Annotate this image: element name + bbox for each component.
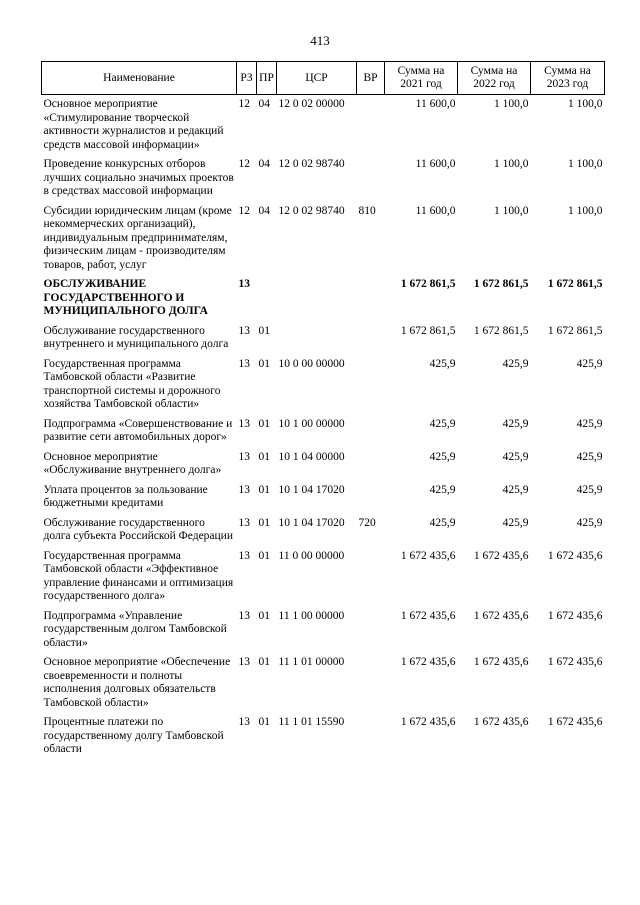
- table-row: [42, 278, 605, 325]
- row-sum-2023: 425,9: [576, 516, 603, 529]
- row-sum-2022: 425,9: [502, 417, 529, 430]
- table-body: [42, 95, 605, 763]
- table-row: [42, 205, 605, 279]
- row-csr: 12 0 02 98740: [278, 158, 345, 170]
- row-sum-2023: 1 672 435,6: [547, 549, 603, 562]
- row-pr: 04: [258, 98, 270, 110]
- row-vr: [357, 656, 385, 716]
- row-rz: 12: [238, 158, 250, 170]
- row-rz: 13: [238, 450, 250, 463]
- row-sum-2022: 1 672 861,5: [473, 278, 529, 290]
- row-sum-2023: 1 100,0: [568, 204, 603, 217]
- row-name: Основное мероприятие «Обслуживание внутреннего долга»: [43, 450, 222, 476]
- row-name: Обслуживание государственного долга субъекта Российской Федерации: [43, 516, 233, 542]
- row-sum-2022: 425,9: [502, 483, 529, 496]
- row-vr: [357, 610, 385, 657]
- row-sum-2022: 1 672 435,6: [473, 609, 529, 622]
- row-rz: 13: [238, 417, 250, 430]
- row-vr: [357, 95, 385, 159]
- row-csr: [277, 278, 357, 325]
- row-sum-2023: 1 100,0: [568, 98, 603, 110]
- header-row: [42, 62, 605, 95]
- row-csr: 12 0 02 00000: [278, 98, 345, 110]
- row-pr: 01: [258, 324, 270, 337]
- row-csr: 11 1 01 15590: [278, 716, 345, 728]
- row-sum-2022: 1 672 435,6: [473, 716, 529, 728]
- row-vr: [357, 325, 385, 358]
- row-name: ОБСЛУЖИВАНИЕ ГОСУДАРСТВЕННОГО И МУНИЦИПАЛЬНОГО ДОЛГА: [43, 278, 208, 317]
- row-vr: [357, 418, 385, 451]
- row-csr: 10 1 04 17020: [278, 483, 345, 496]
- table-row: [42, 517, 605, 550]
- page-number: 413: [310, 33, 330, 48]
- row-sum-2022: 1 100,0: [494, 98, 529, 110]
- header-vr: ВР: [357, 62, 385, 95]
- row-pr: 01: [258, 357, 270, 370]
- row-name: Уплата процентов за пользование бюджетными кредитами: [43, 483, 208, 509]
- row-name: Государственная программа Тамбовской области «Развитие транспортной системы и дорожного хозяйства Тамбовской области»: [43, 357, 221, 410]
- row-name: Основное мероприятие «Стимулирование творческой активности журналистов и редакций средств массовой информации»: [43, 98, 224, 151]
- row-rz: 13: [238, 516, 250, 529]
- row-sum-2021: 11 600,0: [415, 158, 456, 170]
- row-sum-2021: 425,9: [429, 417, 456, 430]
- header-sum-2022: Сумма на 2022 год: [458, 62, 531, 95]
- row-vr: 720: [358, 516, 376, 529]
- row-sum-2021: 11 600,0: [415, 204, 456, 217]
- row-sum-2022: 425,9: [502, 357, 529, 370]
- table-row: [42, 484, 605, 517]
- row-sum-2023: 425,9: [576, 357, 603, 370]
- row-pr: 01: [258, 483, 270, 496]
- row-pr: 04: [258, 158, 270, 170]
- row-sum-2023: 425,9: [576, 450, 603, 463]
- row-pr: 01: [258, 716, 270, 728]
- row-pr: 01: [258, 656, 270, 668]
- row-pr: [257, 278, 277, 325]
- row-pr: 01: [258, 450, 270, 463]
- row-sum-2023: 425,9: [576, 483, 603, 496]
- row-name: Подпрограмма «Управление государственным долгом Тамбовской области»: [43, 609, 227, 649]
- row-csr: 11 0 00 00000: [278, 549, 345, 562]
- row-sum-2021: 1 672 861,5: [400, 278, 456, 290]
- row-sum-2021: 425,9: [429, 516, 456, 529]
- table-row: [42, 451, 605, 484]
- row-name: Основное мероприятие «Обеспечение своевременности и полноты исполнения долговых обязательств Тамбовской области»: [43, 656, 231, 709]
- row-name: Обслуживание государственного внутреннего и муниципального долга: [43, 324, 229, 350]
- table-row: [42, 550, 605, 610]
- row-sum-2021: 1 672 435,6: [400, 716, 456, 728]
- row-sum-2022: 425,9: [502, 516, 529, 529]
- table-row: [42, 325, 605, 358]
- table-row: [42, 656, 605, 716]
- row-pr: 01: [258, 516, 270, 529]
- header-pr: ПР: [257, 62, 277, 95]
- row-pr: 01: [258, 417, 270, 430]
- row-csr: 12 0 02 98740: [278, 204, 345, 217]
- row-sum-2022: 1 672 435,6: [473, 549, 529, 562]
- row-sum-2022: 1 672 435,6: [473, 656, 529, 668]
- table-row: [42, 418, 605, 451]
- row-pr: 04: [258, 204, 270, 217]
- row-name: Процентные платежи по государственному долгу Тамбовской области: [43, 716, 224, 755]
- row-sum-2021: 11 600,0: [415, 98, 456, 110]
- row-rz: 13: [238, 357, 250, 370]
- budget-table: [41, 61, 605, 763]
- row-sum-2023: 1 672 861,5: [547, 278, 603, 290]
- row-csr: [277, 325, 357, 358]
- row-csr: 10 1 04 00000: [278, 450, 345, 463]
- table-row: [42, 716, 605, 763]
- header-rz: РЗ: [237, 62, 257, 95]
- header-sum-2021: Сумма на 2021 год: [385, 62, 458, 95]
- row-sum-2022: 425,9: [502, 450, 529, 463]
- row-sum-2023: 1 672 435,6: [547, 716, 603, 728]
- row-sum-2023: 425,9: [576, 417, 603, 430]
- row-sum-2021: 1 672 435,6: [400, 609, 456, 622]
- row-sum-2022: 1 100,0: [494, 158, 529, 170]
- row-sum-2021: 425,9: [429, 450, 456, 463]
- row-name: Проведение конкурсных отборов лучших социально значимых проектов в средствах массовой информации: [43, 158, 234, 197]
- row-pr: 01: [258, 549, 270, 562]
- row-rz: 12: [238, 98, 250, 110]
- row-rz: 13: [238, 278, 250, 290]
- row-vr: [357, 716, 385, 763]
- row-rz: 13: [238, 324, 250, 337]
- row-csr: 11 1 01 00000: [278, 656, 345, 668]
- table-row: [42, 95, 605, 159]
- row-sum-2021: 1 672 861,5: [400, 324, 456, 337]
- row-rz: 12: [238, 204, 250, 217]
- row-sum-2023: 1 672 861,5: [547, 324, 603, 337]
- row-rz: 13: [238, 549, 250, 562]
- row-sum-2023: 1 100,0: [568, 158, 603, 170]
- table-row: [42, 358, 605, 418]
- row-rz: 13: [238, 716, 250, 728]
- row-sum-2022: 1 672 861,5: [473, 324, 529, 337]
- row-vr: 810: [358, 204, 376, 217]
- row-sum-2021: 425,9: [429, 357, 456, 370]
- row-vr: [357, 484, 385, 517]
- row-rz: 13: [238, 656, 250, 668]
- row-rz: 13: [238, 609, 250, 622]
- row-vr: [357, 451, 385, 484]
- header-csr: ЦСР: [277, 62, 357, 95]
- row-vr: [357, 158, 385, 205]
- header-sum-2023: Сумма на 2023 год: [531, 62, 605, 95]
- row-sum-2023: 1 672 435,6: [547, 656, 603, 668]
- row-csr: 10 0 00 00000: [278, 357, 345, 370]
- row-csr: 10 1 00 00000: [278, 417, 345, 430]
- row-name: Государственная программа Тамбовской области «Эффективное управление финансами и оптимизация государственного долга»: [43, 549, 234, 602]
- row-sum-2023: 1 672 435,6: [547, 609, 603, 622]
- row-vr: [357, 550, 385, 610]
- row-csr: 10 1 04 17020: [278, 516, 345, 529]
- row-vr: [357, 278, 385, 325]
- table-row: [42, 610, 605, 657]
- row-sum-2021: 425,9: [429, 483, 456, 496]
- row-name: Субсидии юридическим лицам (кроме некоммерческих организаций), индивидуальным предпринимателям, физическим лицам - производителям товаров, работ, услуг: [43, 204, 232, 271]
- row-sum-2021: 1 672 435,6: [400, 656, 456, 668]
- row-sum-2022: 1 100,0: [494, 204, 529, 217]
- row-vr: [357, 358, 385, 418]
- header-name: Наименование: [42, 62, 237, 95]
- row-name: Подпрограмма «Совершенствование и развитие сети автомобильных дорог»: [43, 417, 233, 443]
- table-row: [42, 158, 605, 205]
- row-pr: 01: [258, 609, 270, 622]
- row-csr: 11 1 00 00000: [278, 609, 345, 622]
- row-sum-2021: 1 672 435,6: [400, 549, 456, 562]
- row-rz: 13: [238, 483, 250, 496]
